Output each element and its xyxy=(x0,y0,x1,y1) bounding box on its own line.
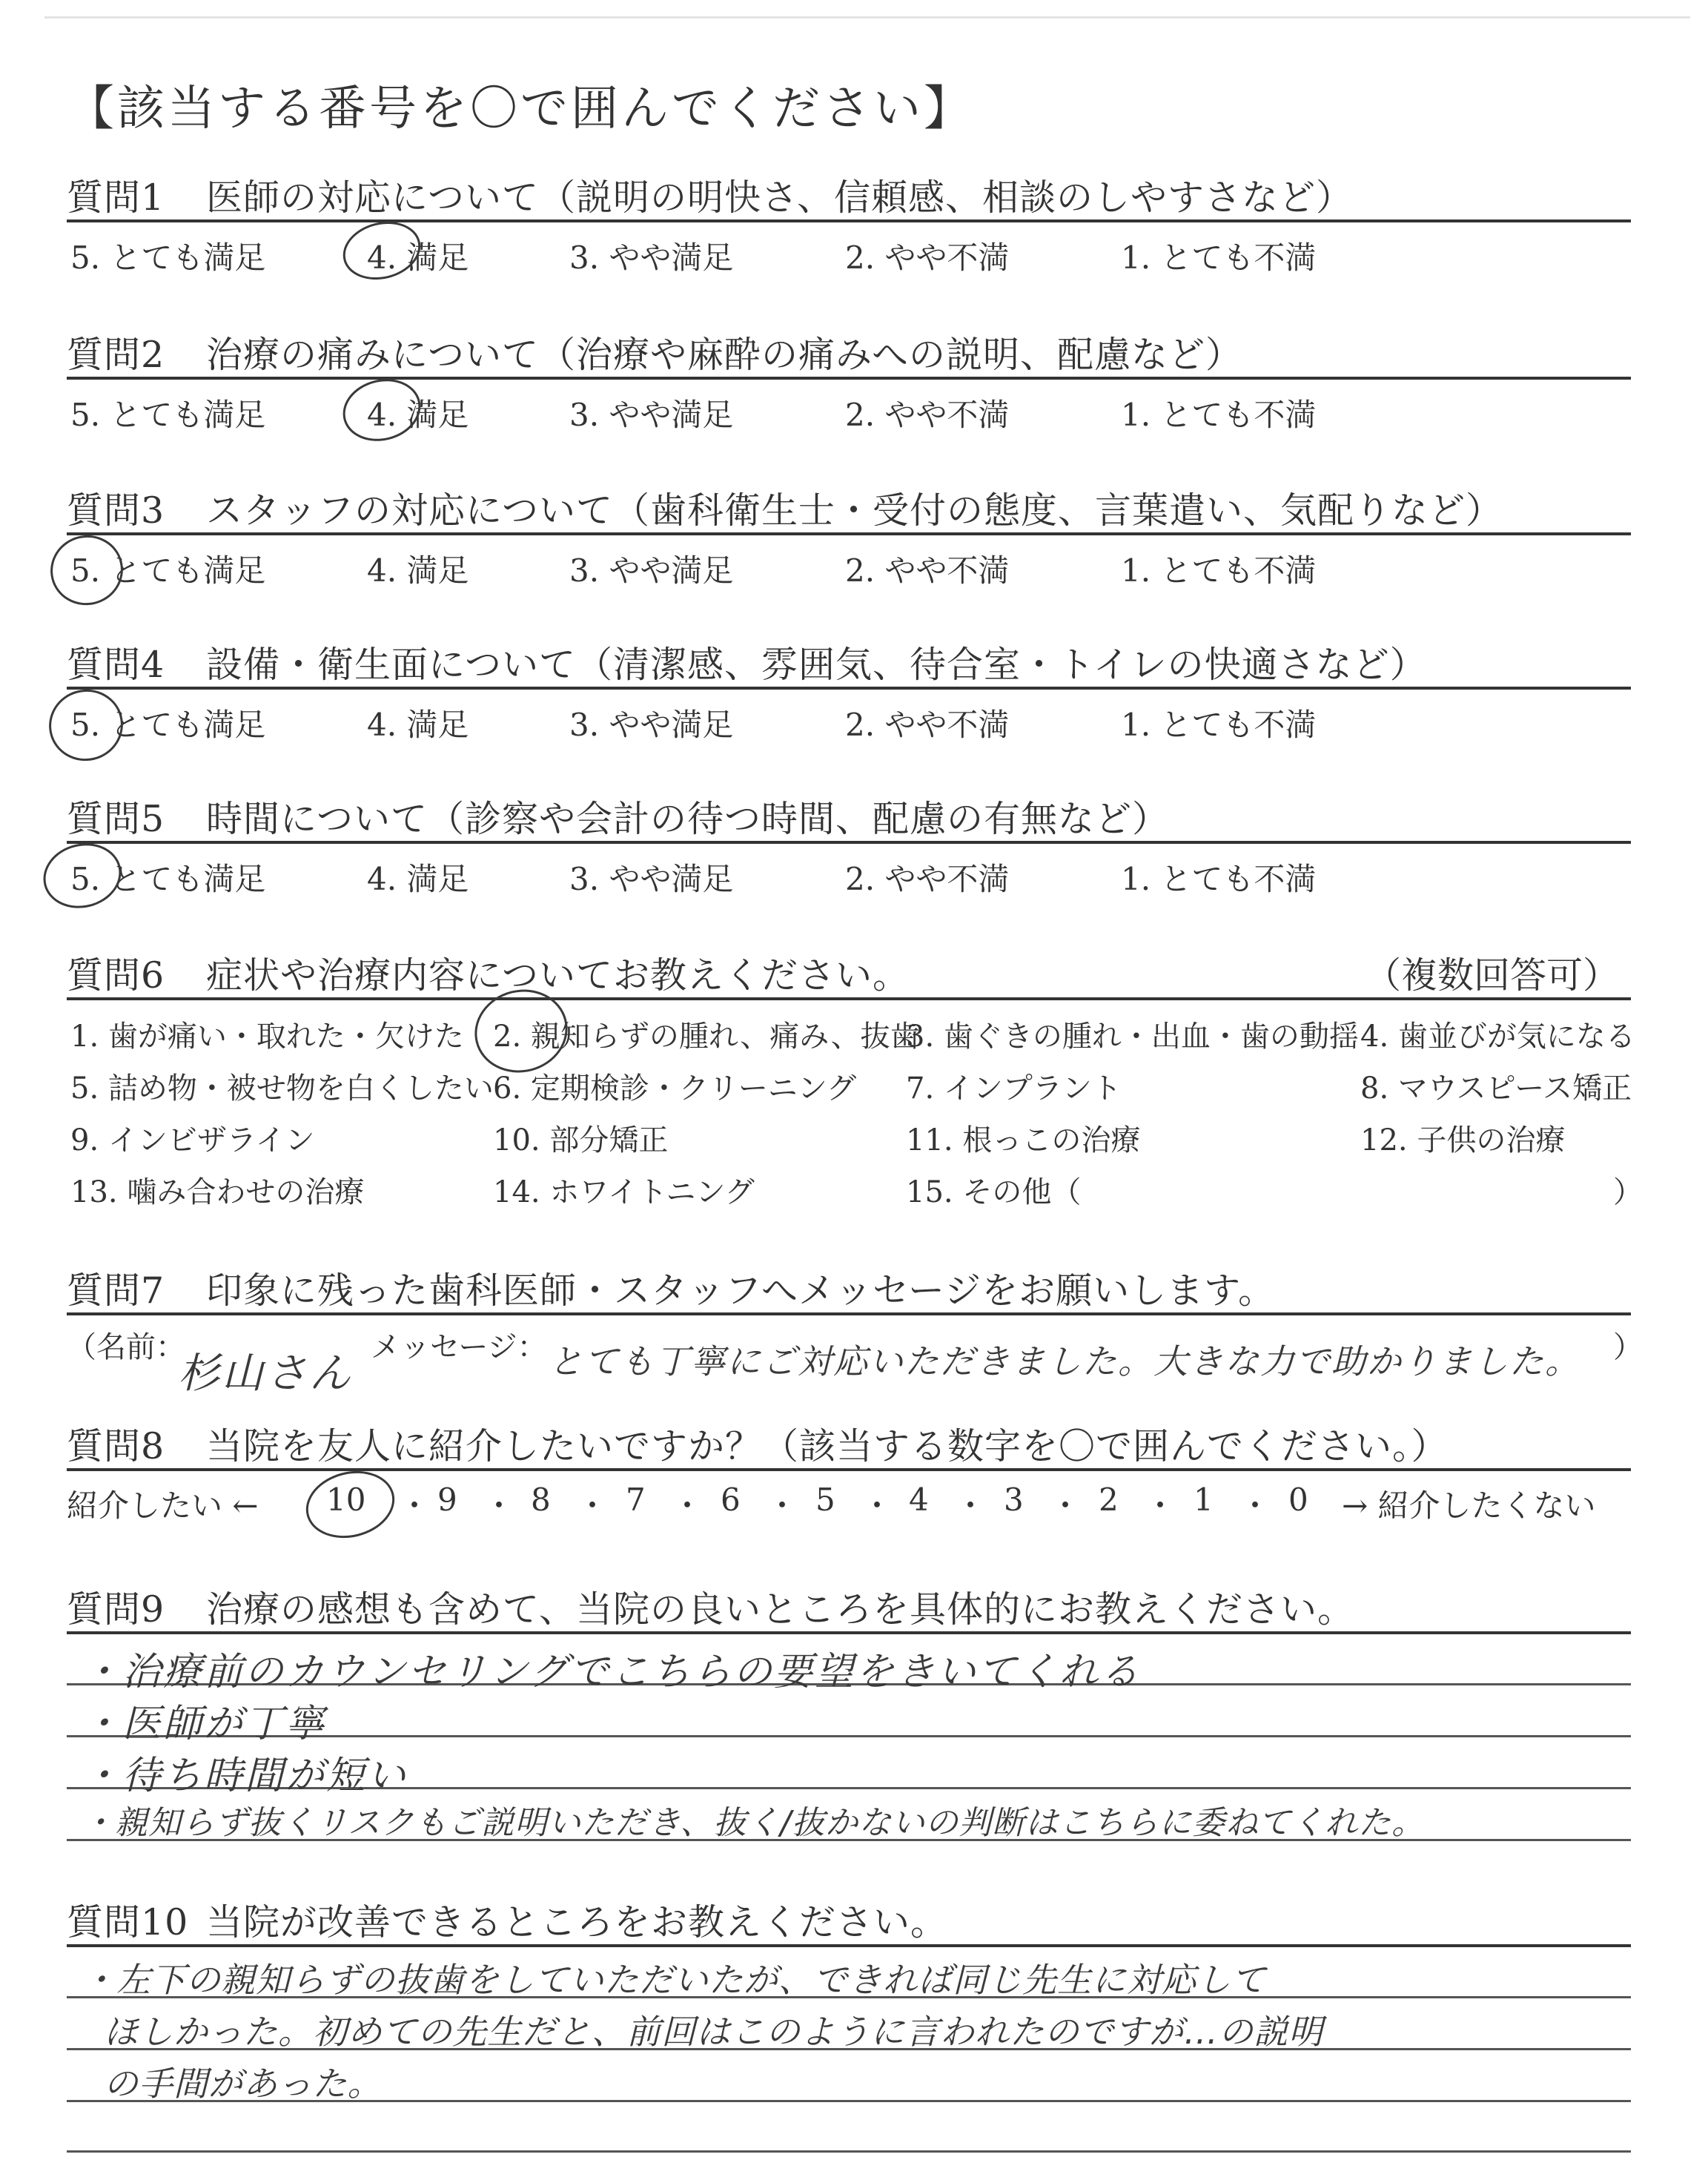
option-4[interactable]: 4. 満足 xyxy=(367,707,469,743)
answer-line xyxy=(67,2150,1631,2153)
option-2[interactable]: 2. やや不満 xyxy=(845,552,1010,589)
message-value[interactable]: とても丁寧にご対応いただきました。大きな力で助かりました。 xyxy=(549,1341,1580,1381)
question-rule xyxy=(67,219,1631,222)
scale-separator: ・ xyxy=(577,1487,609,1524)
q6-option-3[interactable]: 3. 歯ぐきの腫れ・出血・歯の動揺 xyxy=(906,1020,1359,1054)
selection-circle-q5 xyxy=(36,835,128,916)
question-text: 当院を友人に紹介したいですか？（該当する数字を〇で囲んでください。） xyxy=(206,1425,1449,1467)
q9-answer-3[interactable]: ・待ち時間が短い xyxy=(82,1754,408,1798)
question-rule xyxy=(67,997,1631,1000)
option-3[interactable]: 3. やや満足 xyxy=(569,240,734,276)
question-text: 治療の感想も含めて、当院の良いところを具体的にお教えください。 xyxy=(206,1588,1355,1631)
q9-answer-4[interactable]: ・親知らず抜くリスクもご説明いただき、抜く/抜かないの判断はこちらに委ねてくれた。 xyxy=(82,1804,1426,1842)
selection-circle-q3 xyxy=(43,528,130,613)
name-label: （名前： xyxy=(67,1330,185,1364)
question-number: 質問4 xyxy=(67,644,165,686)
scale-separator: ・ xyxy=(767,1487,798,1524)
option-2[interactable]: 2. やや不満 xyxy=(845,397,1010,433)
selection-circle-q4 xyxy=(42,681,130,768)
option-2[interactable]: 2. やや不満 xyxy=(845,707,1010,743)
question-2 xyxy=(67,326,1242,378)
q6-option-13[interactable]: 13. 噛み合わせの治療 xyxy=(70,1175,365,1209)
option-5[interactable]: 5. とても満足 xyxy=(70,552,266,589)
scale-10[interactable]: 10 xyxy=(326,1482,366,1518)
option-3[interactable]: 3. やや満足 xyxy=(569,707,734,743)
option-1[interactable]: 1. とても不満 xyxy=(1121,861,1317,897)
message-label: メッセージ： xyxy=(371,1330,547,1364)
question-text: スタッフの対応について（歯科衛生士・受付の態度、言葉遣い、気配りなど） xyxy=(206,489,1503,532)
q6-option-9[interactable]: 9. インビザライン xyxy=(70,1123,315,1157)
option-5[interactable]: 5. とても満足 xyxy=(70,397,266,433)
q6-option-2[interactable]: 2. 親知らずの腫れ、痛み、抜歯 xyxy=(493,1020,920,1054)
q6-option-12[interactable]: 12. 子供の治療 xyxy=(1360,1123,1566,1157)
option-1[interactable]: 1. とても不満 xyxy=(1121,397,1317,433)
option-5[interactable]: 5. とても満足 xyxy=(70,707,266,743)
option-5[interactable]: 5. とても満足 xyxy=(70,240,266,276)
question-number: 質問2 xyxy=(67,334,165,376)
scale-4[interactable]: 4 xyxy=(909,1482,929,1518)
option-2[interactable]: 2. やや不満 xyxy=(845,240,1010,276)
question-text: 時間について（診察や会計の待つ時間、配慮の有無など） xyxy=(206,798,1170,840)
scale-3[interactable]: 3 xyxy=(1004,1482,1024,1518)
question-rule xyxy=(67,1312,1631,1315)
selection-circle-q8 xyxy=(299,1462,402,1548)
scale-separator: ・ xyxy=(955,1487,987,1524)
question-rule xyxy=(67,1631,1631,1634)
q6-option-15-close: ） xyxy=(1613,1175,1643,1209)
question-8 xyxy=(67,1418,1449,1470)
question-rule xyxy=(67,1944,1631,1947)
top-border xyxy=(44,16,1690,19)
question-number: 質問8 xyxy=(67,1425,165,1467)
option-3[interactable]: 3. やや満足 xyxy=(569,397,734,433)
question-7 xyxy=(67,1262,1275,1314)
scale-0[interactable]: 0 xyxy=(1288,1482,1308,1518)
selection-circle-q2 xyxy=(337,371,428,449)
recommend-left-label: 紹介したい ← xyxy=(67,1487,259,1524)
option-4[interactable]: 4. 満足 xyxy=(367,240,469,276)
q10-answer-1[interactable]: ・左下の親知らずの抜歯をしていただいたが、できれば同じ先生に対応して xyxy=(82,1960,1266,2000)
q9-answer-2[interactable]: ・医師が丁寧 xyxy=(82,1702,327,1746)
question-number: 質問6 xyxy=(67,954,165,997)
scale-5[interactable]: 5 xyxy=(815,1482,835,1518)
message-close: ） xyxy=(1613,1330,1643,1364)
option-2[interactable]: 2. やや不満 xyxy=(845,861,1010,897)
q6-option-15[interactable]: 15. その他（ xyxy=(906,1175,1082,1209)
option-4[interactable]: 4. 満足 xyxy=(367,397,469,433)
option-4[interactable]: 4. 満足 xyxy=(367,552,469,589)
question-text: 治療の痛みについて（治療や麻酔の痛みへの説明、配慮など） xyxy=(206,334,1243,376)
q10-answer-3[interactable]: の手間があった。 xyxy=(104,2064,383,2104)
question-text: 症状や治療内容についてお教えください。 xyxy=(206,954,910,997)
q9-answer-1[interactable]: ・治療前のカウンセリングでこちらの要望をきいてくれる xyxy=(82,1650,1141,1694)
q6-option-11[interactable]: 11. 根っこの治療 xyxy=(906,1123,1141,1157)
question-rule xyxy=(67,841,1631,844)
q6-option-4[interactable]: 4. 歯並びが気になる xyxy=(1360,1020,1635,1054)
q6-option-7[interactable]: 7. インプラント xyxy=(906,1071,1122,1106)
q6-option-14[interactable]: 14. ホワイトニング xyxy=(493,1175,755,1209)
q6-option-1[interactable]: 1. 歯が痛い・取れた・欠けた xyxy=(70,1020,464,1054)
scale-9[interactable]: 9 xyxy=(437,1482,457,1518)
q6-option-8[interactable]: 8. マウスピース矯正 xyxy=(1360,1071,1632,1106)
recommend-right-label: → 紹介したくない xyxy=(1342,1487,1596,1524)
multiple-answers-note: （複数回答可） xyxy=(1364,954,1619,997)
question-number: 質問10 xyxy=(67,1901,189,1943)
question-6 xyxy=(67,947,910,999)
option-3[interactable]: 3. やや満足 xyxy=(569,861,734,897)
q6-option-6[interactable]: 6. 定期検診・クリーニング xyxy=(493,1071,857,1106)
question-4 xyxy=(67,636,1427,688)
scale-separator: ・ xyxy=(861,1487,893,1524)
option-1[interactable]: 1. とても不満 xyxy=(1121,552,1317,589)
question-text: 印象に残った歯科医師・スタッフへメッセージをお願いします。 xyxy=(206,1269,1276,1312)
option-3[interactable]: 3. やや満足 xyxy=(569,552,734,589)
question-1 xyxy=(67,169,1353,221)
q10-answer-2[interactable]: ほしかった。初めての先生だと、前回はこのように言われたのですが…の説明 xyxy=(104,2012,1323,2052)
question-number: 質問3 xyxy=(67,489,165,532)
question-number: 質問1 xyxy=(67,176,165,219)
question-text: 当院が改善できるところをお教えください。 xyxy=(206,1901,948,1943)
question-number: 質問7 xyxy=(67,1269,165,1312)
scale-1[interactable]: 1 xyxy=(1194,1482,1214,1518)
scale-separator: ・ xyxy=(1145,1487,1176,1524)
scale-separator: ・ xyxy=(483,1487,515,1524)
question-number: 質問9 xyxy=(67,1588,165,1631)
page-header: 【該当する番号を〇で囲んでください】 xyxy=(67,82,974,136)
scale-7[interactable]: 7 xyxy=(626,1482,646,1518)
scale-separator: ・ xyxy=(1050,1487,1082,1524)
question-5 xyxy=(67,790,1169,842)
option-5[interactable]: 5. とても満足 xyxy=(70,861,266,897)
question-rule xyxy=(67,532,1631,535)
scale-separator: ・ xyxy=(399,1487,431,1524)
scale-6[interactable]: 6 xyxy=(721,1482,741,1518)
question-text: 設備・衛生面について（清潔感、雰囲気、待合室・トイレの快適さなど） xyxy=(206,644,1427,686)
question-rule xyxy=(67,377,1631,380)
q6-option-5[interactable]: 5. 詰め物・被せ物を白くしたい xyxy=(70,1071,494,1106)
option-4[interactable]: 4. 満足 xyxy=(367,861,469,897)
option-1[interactable]: 1. とても不満 xyxy=(1121,707,1317,743)
scale-separator: ・ xyxy=(1239,1487,1271,1524)
scale-8[interactable]: 8 xyxy=(531,1482,551,1518)
question-text: 医師の対応について（説明の明快さ、信頼感、相談のしやすさなど） xyxy=(206,176,1354,219)
question-number: 質問5 xyxy=(67,798,165,840)
name-value[interactable]: 杉山さん xyxy=(178,1350,353,1398)
question-9 xyxy=(67,1581,1354,1633)
option-1[interactable]: 1. とても不満 xyxy=(1121,240,1317,276)
q6-option-10[interactable]: 10. 部分矯正 xyxy=(493,1123,669,1157)
question-10 xyxy=(67,1894,947,1946)
question-rule xyxy=(67,1468,1631,1471)
scale-2[interactable]: 2 xyxy=(1099,1482,1119,1518)
question-rule xyxy=(67,687,1631,690)
scale-separator: ・ xyxy=(672,1487,704,1524)
question-3 xyxy=(67,482,1503,534)
